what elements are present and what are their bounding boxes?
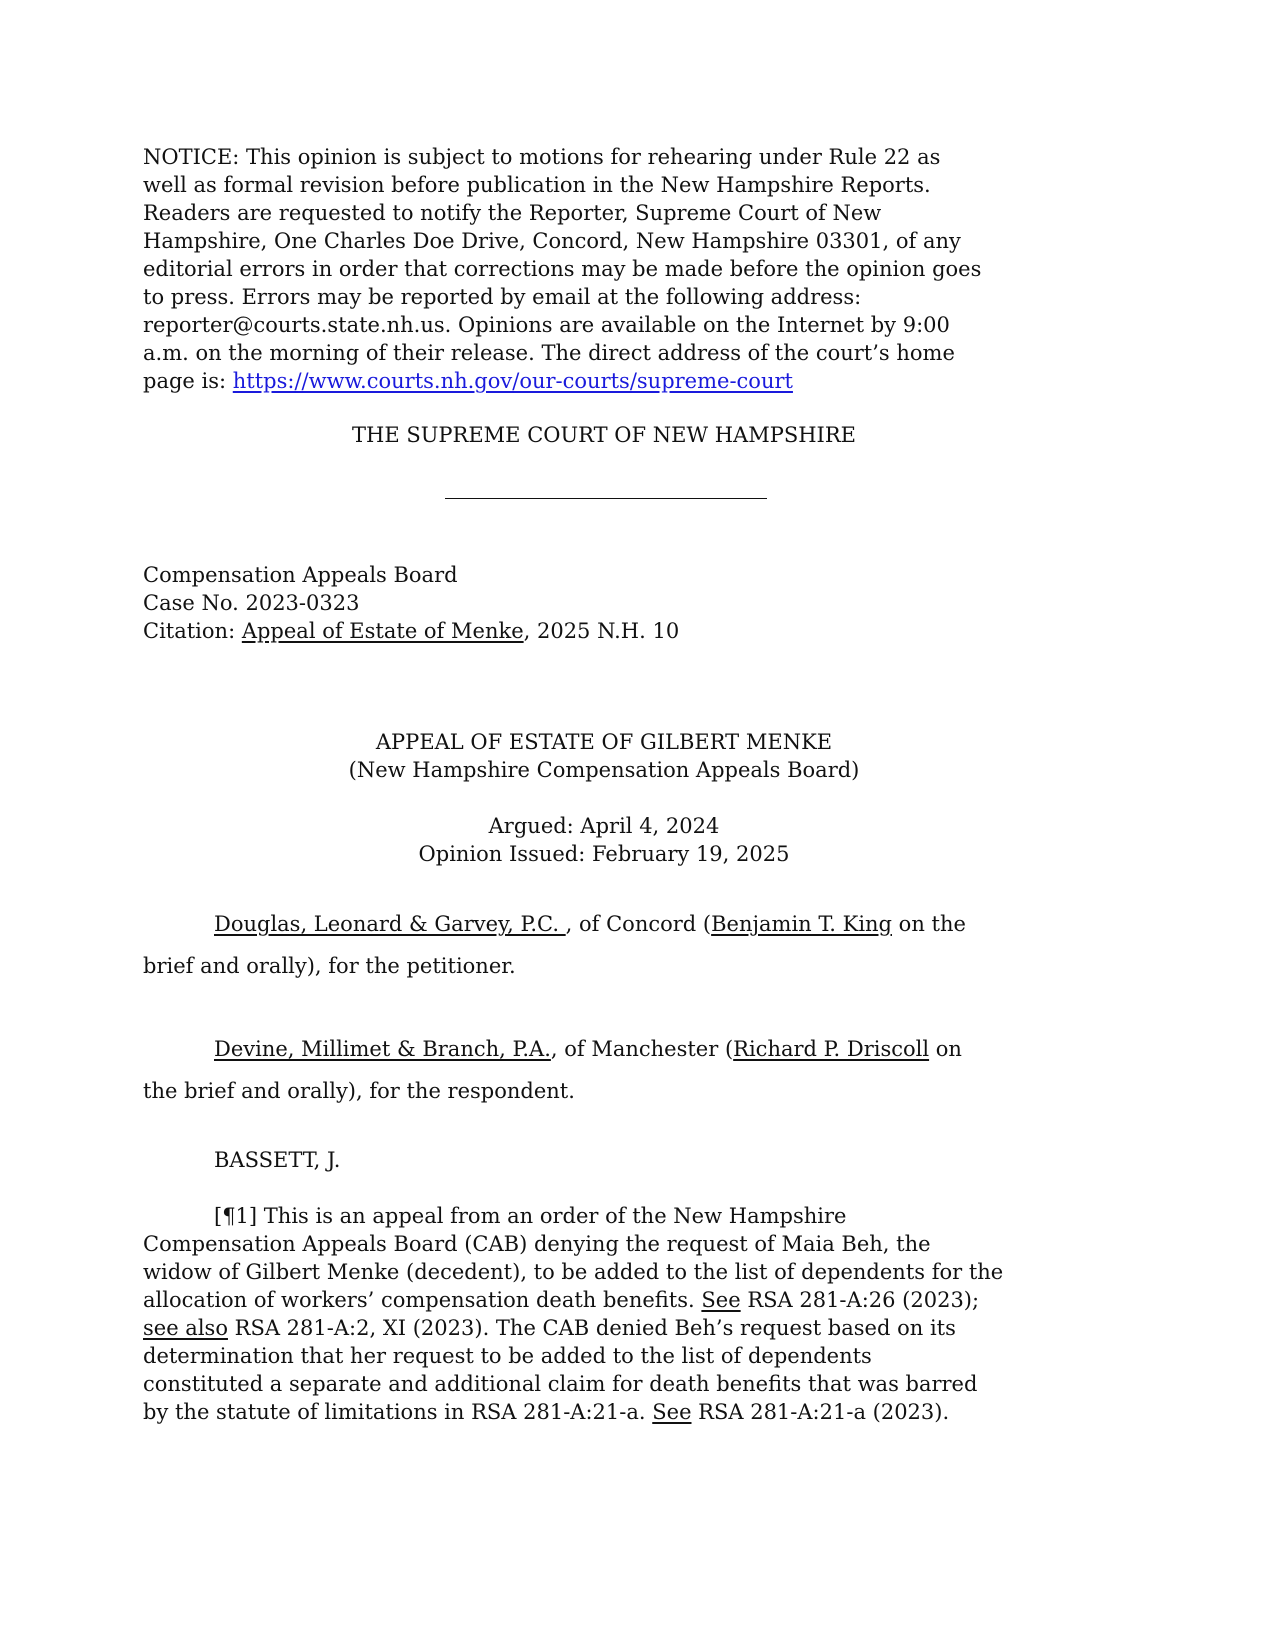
para-line: Compensation Appeals Board (CAB) denying the request of Maia Beh, the — [143, 1232, 931, 1256]
signal: see also — [143, 1316, 228, 1340]
counsel-text: on the — [892, 912, 966, 936]
para-line: RSA 281-A:2, XI (2023). The CAB denied Beh’s request based on its — [227, 1316, 956, 1340]
para-line: RSA 281-A:26 (2023); — [740, 1288, 980, 1312]
counsel-text: brief and orally), for the petitioner. — [143, 954, 516, 978]
counsel-text: the brief and orally), for the respondent. — [143, 1079, 575, 1103]
para-line: allocation of workers’ compensation death benefits. — [143, 1288, 702, 1312]
notice-line: Hampshire, One Charles Doe Drive, Concord, New Hampshire 03301, of any — [143, 229, 961, 253]
citation-label: Citation: — [143, 619, 242, 643]
court-homepage-link[interactable]: https://www.courts.nh.gov/our-courts/supreme-court — [232, 369, 793, 393]
board: Compensation Appeals Board — [143, 563, 458, 587]
case-number: Case No. 2023-0323 — [143, 591, 360, 615]
firm: Douglas, Leonard & Garvey, P.C. — [214, 912, 566, 936]
notice-line: NOTICE: This opinion is subject to motions for rehearing under Rule 22 as — [143, 145, 941, 169]
counsel-text: , of Concord ( — [565, 912, 712, 936]
opinion-paragraph-1 — [143, 1202, 1003, 1426]
citation-reporter: , 2025 N.H. 10 — [523, 619, 680, 643]
case-info — [143, 561, 679, 645]
signal: See — [652, 1400, 692, 1424]
para-line: RSA 281-A:21-a (2023). — [691, 1400, 950, 1424]
notice-line: to press. Errors may be reported by email at the following address: — [143, 285, 862, 309]
para-line: determination that her request to be added to the list of dependents — [143, 1344, 872, 1368]
para-line: [¶1] This is an appeal from an order of the New Hampshire — [214, 1204, 847, 1228]
notice-line: Readers are requested to notify the Reporter, Supreme Court of New — [143, 201, 882, 225]
para-line: by the statute of limitations in RSA 281-A:21-a. — [143, 1400, 653, 1424]
court-name: THE SUPREME COURT OF NEW HAMPSHIRE — [352, 423, 856, 447]
divider — [445, 498, 767, 499]
para-line: widow of Gilbert Menke (decedent), to be added to the list of dependents for the — [143, 1260, 1004, 1284]
argued-date: Argued: April 4, 2024 — [488, 814, 720, 838]
notice — [143, 143, 981, 395]
attorney: Richard P. Driscoll — [733, 1037, 930, 1061]
firm: Devine, Millimet & Branch, P.A. — [214, 1037, 551, 1061]
para-line: constituted a separate and additional claim for death benefits that was barred — [143, 1372, 978, 1396]
caption-subtitle: (New Hampshire Compensation Appeals Board) — [348, 758, 860, 782]
caption-title: APPEAL OF ESTATE OF GILBERT MENKE — [375, 730, 833, 754]
notice-line: well as formal revision before publication in the New Hampshire Reports. — [143, 173, 931, 197]
notice-line: page is: — [143, 369, 233, 393]
issued-date: Opinion Issued: February 19, 2025 — [418, 842, 790, 866]
counsel-petitioner — [143, 903, 966, 987]
notice-line: a.m. on the morning of their release. The direct address of the court’s home — [143, 341, 955, 365]
notice-line: reporter@courts.state.nh.us. Opinions are available on the Internet by 9:00 — [143, 313, 950, 337]
signal: See — [701, 1288, 741, 1312]
counsel-text: on — [929, 1037, 962, 1061]
counsel-text: , of Manchester ( — [550, 1037, 734, 1061]
citation-case: Appeal of Estate of Menke — [241, 619, 524, 643]
notice-line: editorial errors in order that corrections may be made before the opinion goes — [143, 257, 982, 281]
counsel-respondent — [143, 1028, 962, 1112]
judge: BASSETT, J. — [214, 1148, 341, 1172]
attorney: Benjamin T. King — [711, 912, 892, 936]
